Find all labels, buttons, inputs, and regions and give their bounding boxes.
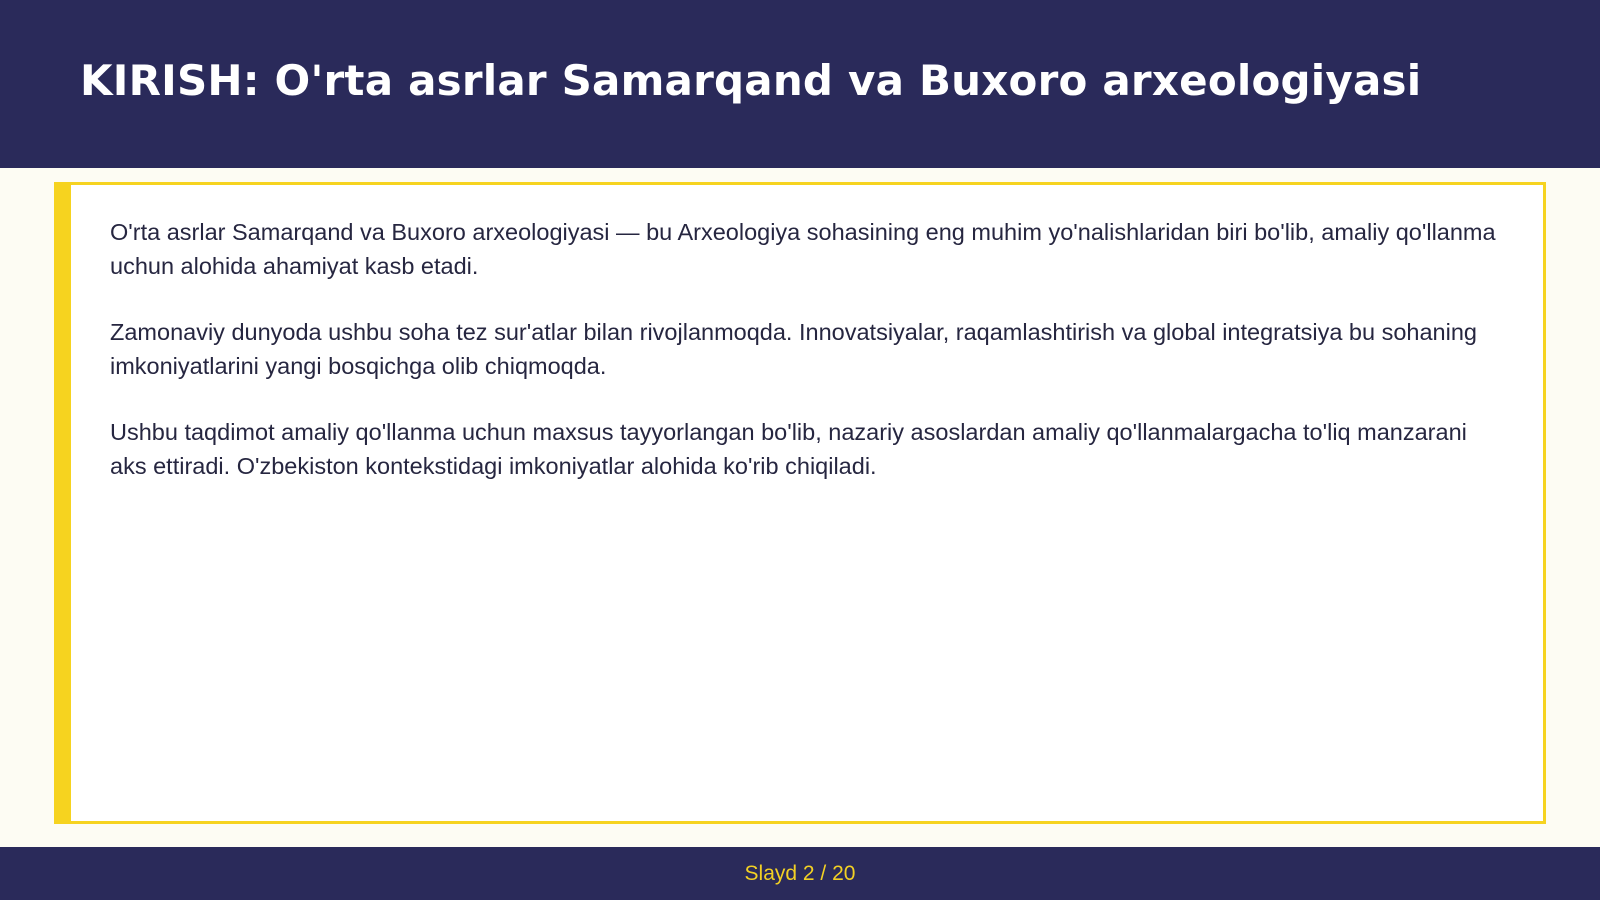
paragraph-intro: O'rta asrlar Samarqand va Buxoro arxeologiyasi — bu Arxeologiya sohasining eng muhim yo'nalishlaridan biri bo'lib, amaliy qo'llanma uchun alohida ahamiyat kasb etadi.	[110, 219, 1496, 279]
slide-counter: Slayd 2 / 20	[744, 861, 856, 885]
slide-footer	[0, 847, 1600, 900]
content-card	[54, 182, 1546, 824]
slide-header	[0, 0, 1600, 168]
paragraph-purpose: Ushbu taqdimot amaliy qo'llanma uchun maxsus tayyorlangan bo'lib, nazariy asoslardan amaliy qo'llanmalargacha to'liq manzarani aks ettiradi. O'zbekiston kontekstidagi imkoniyatlar alohida ko'rib chiqiladi.	[110, 419, 1467, 479]
paragraph-modern: Zamonaviy dunyoda ushbu soha tez sur'atlar bilan rivojlanmoqda. Innovatsiyalar, raqamlashtirish va global integratsiya bu sohaning imkoniyatlarini yangi bosqichga olib chiqmoqda.	[110, 319, 1477, 379]
slide-title: KIRISH: O'rta asrlar Samarqand va Buxoro arxeologiyasi	[80, 55, 1422, 105]
